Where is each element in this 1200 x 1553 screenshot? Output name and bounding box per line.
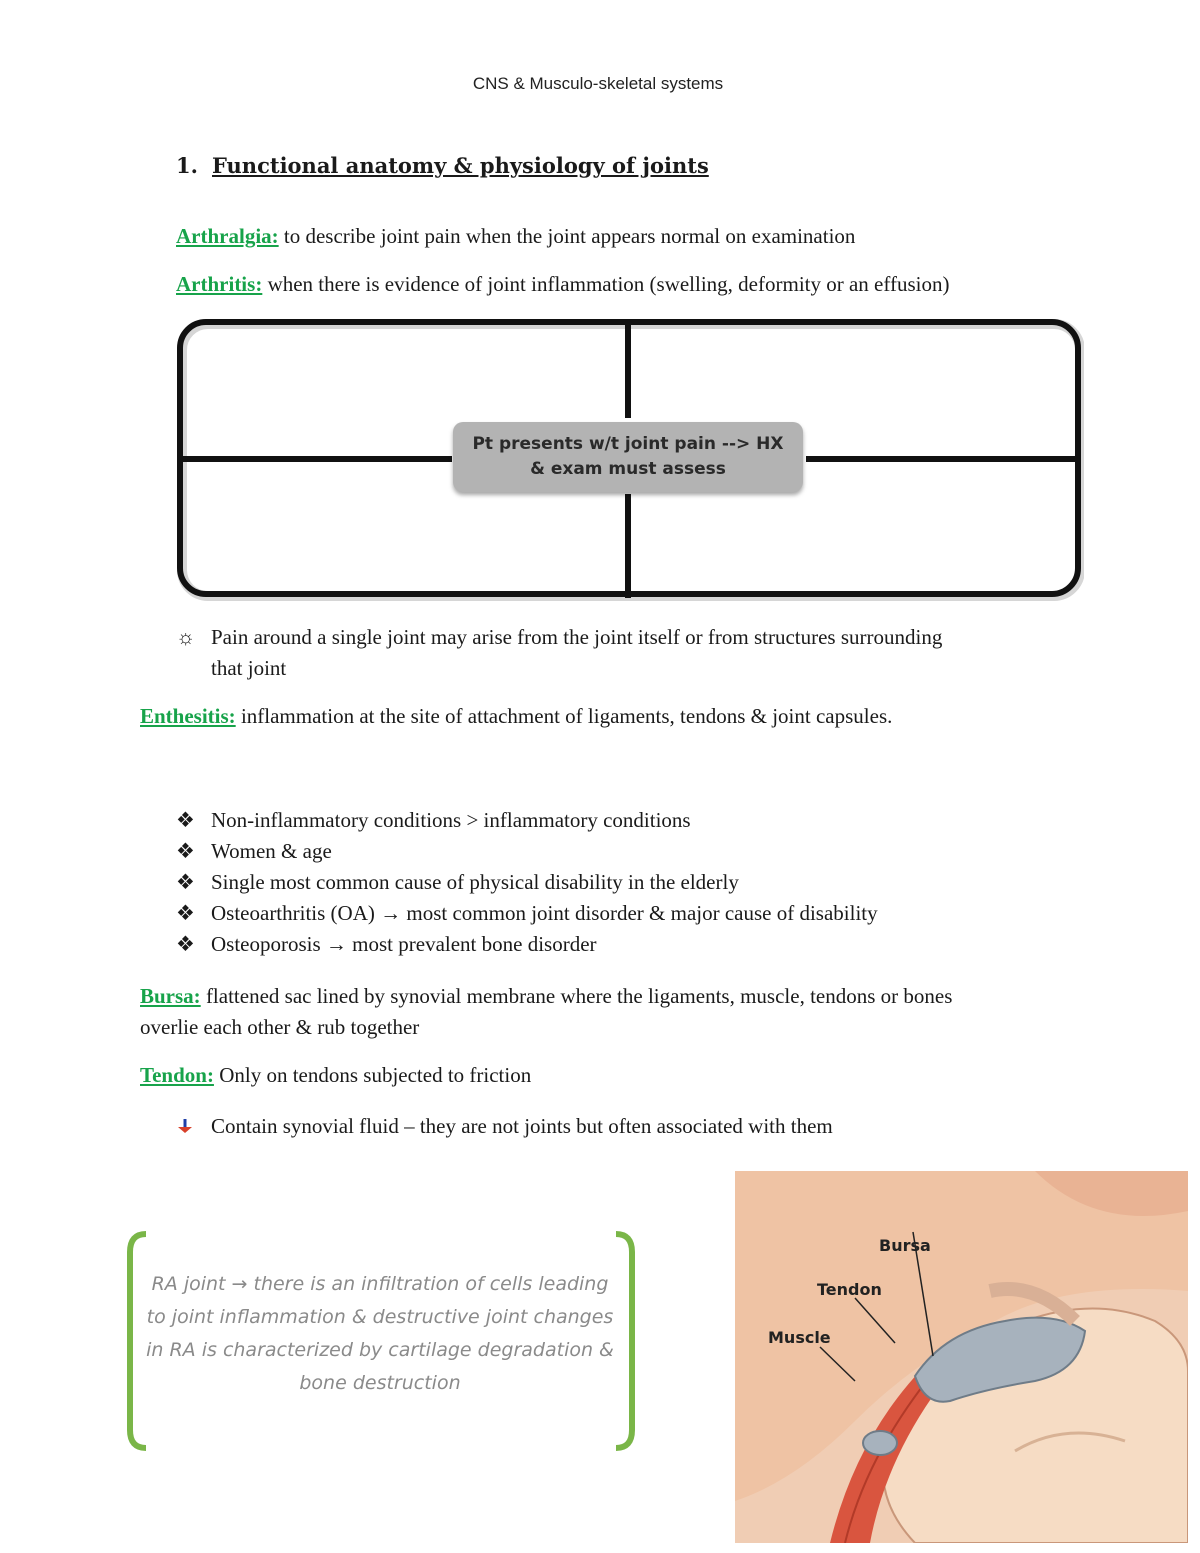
definition-arthritis — [176, 272, 950, 297]
section-title: Functional anatomy & physiology of joints — [212, 153, 709, 178]
list-item — [176, 867, 878, 898]
arthritis-text: when there is evidence of joint inflammation (swelling, deformity or an effusion) — [262, 272, 950, 296]
arrow-down-bullet-icon — [176, 1114, 211, 1139]
definition-arthralgia — [176, 224, 855, 249]
definition-bursa — [140, 981, 952, 1043]
diamond-bullet-icon: ❖ — [176, 808, 195, 832]
list-item-text: Women & age — [211, 839, 332, 863]
arrow-bullet-item — [176, 1114, 833, 1139]
list-item-text: Osteoarthritis (OA) → most common joint disorder & major cause of disability — [211, 901, 878, 925]
list-item-text: Non-inflammatory conditions > inflammatory conditions — [211, 808, 691, 832]
definition-tendon — [140, 1063, 531, 1088]
sun-bullet-line2: that joint — [211, 656, 287, 680]
diamond-bullet-icon: ❖ — [176, 870, 195, 894]
definition-enthesitis — [140, 704, 892, 729]
page-header: CNS & Musculo-skeletal systems — [472, 74, 724, 93]
bursa-anatomy-illustration — [735, 1171, 1188, 1543]
term-enthesitis: Enthesitis: — [140, 704, 236, 728]
term-bursa: Bursa: — [140, 984, 201, 1008]
term-tendon: Tendon: — [140, 1063, 214, 1087]
section-number: 1. — [176, 153, 198, 178]
list-item-text: Single most common cause of physical disability in the elderly — [211, 870, 739, 894]
sun-icon: ☼ — [176, 625, 196, 649]
diagram-center-label: Pt presents w/t joint pain --> HX & exam must assess — [453, 422, 803, 492]
enthesitis-text: inflammation at the site of attachment of ligaments, tendons & joint capsules. — [235, 704, 893, 728]
diamond-bullet-list — [176, 805, 878, 960]
section-heading — [176, 153, 709, 178]
list-item — [176, 836, 878, 867]
sun-bullet-item — [176, 622, 942, 684]
list-item — [176, 898, 878, 929]
sun-bullet-line1: Pain around a single joint may arise from the joint itself or from structures surrounding — [211, 625, 943, 649]
list-item — [176, 805, 878, 836]
ra-callout: RA joint → there is an infiltration of cells leading to joint inflammation & destructive joint changes in RA is characterized by cartilage degradation & bone destruction — [146, 1273, 614, 1394]
term-arthritis: Arthritis: — [176, 272, 263, 296]
bursa-text-line2: overlie each other & rub together — [140, 1015, 420, 1039]
label-tendon: Tendon — [817, 1280, 882, 1299]
diamond-bullet-icon: ❖ — [176, 901, 195, 925]
list-item-text: Osteoporosis → most prevalent bone disorder — [211, 932, 597, 956]
arthralgia-text: to describe joint pain when the joint appears normal on examination — [278, 224, 856, 248]
list-item — [176, 929, 878, 960]
small-bursa — [863, 1431, 897, 1455]
label-muscle: Muscle — [768, 1328, 831, 1347]
tendon-text: Only on tendons subjected to friction — [213, 1063, 532, 1087]
label-bursa: Bursa — [879, 1236, 931, 1255]
diamond-bullet-icon: ❖ — [176, 839, 195, 863]
diamond-bullet-icon: ❖ — [176, 932, 195, 956]
bursa-text-line1: flattened sac lined by synovial membrane where the ligaments, muscle, tendons or bones — [200, 984, 953, 1008]
term-arthralgia: Arthralgia: — [176, 224, 279, 248]
arrow-bullet-text: Contain synovial fluid – they are not joints but often associated with them — [211, 1114, 833, 1138]
